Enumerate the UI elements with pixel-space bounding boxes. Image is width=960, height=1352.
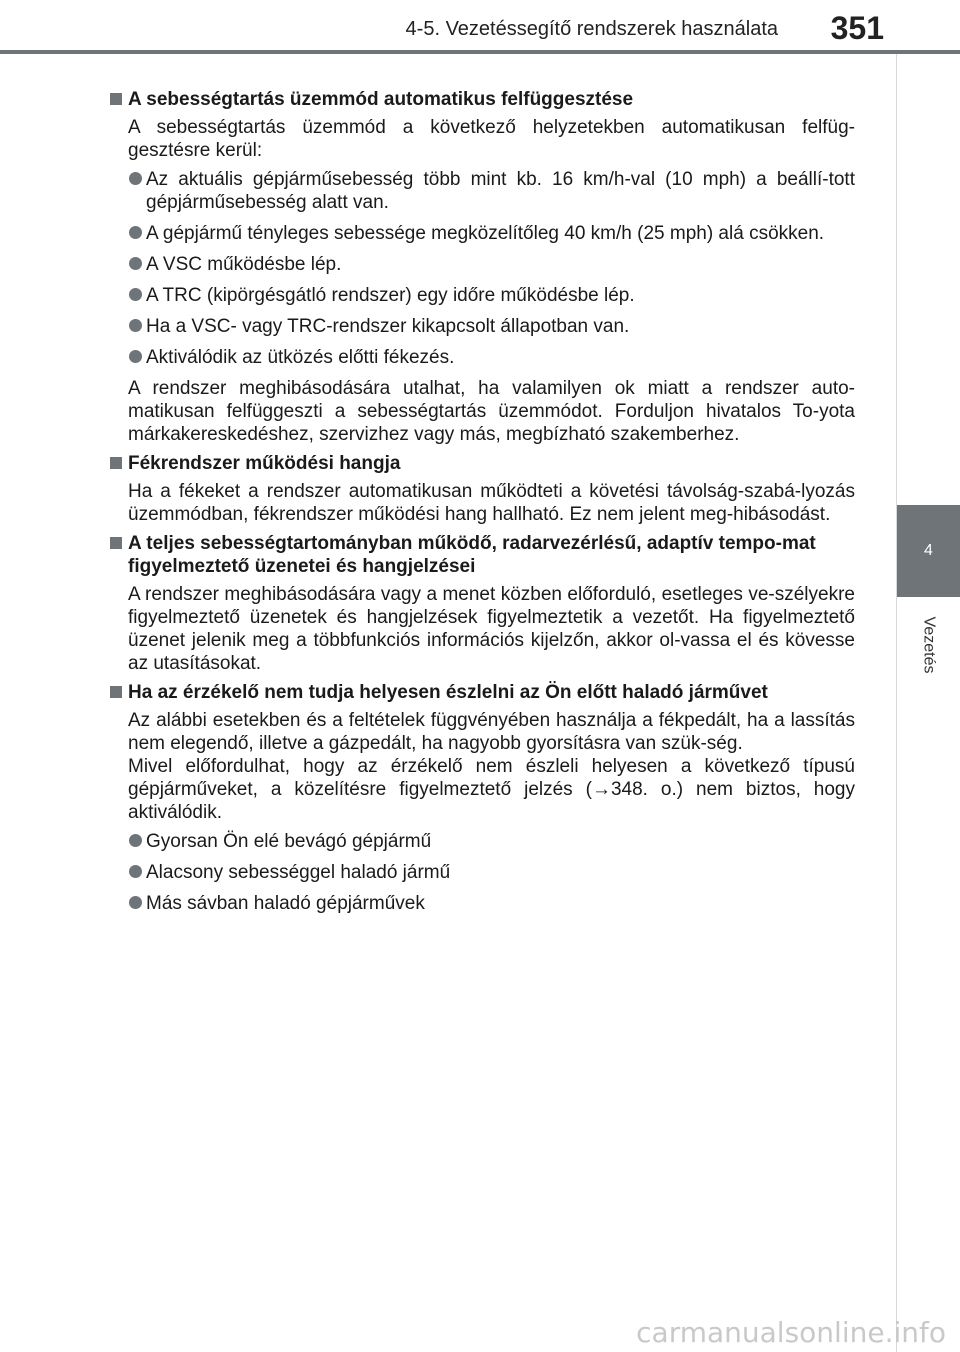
round-bullet-icon [129,319,142,332]
paragraph: Az alábbi esetekben és a feltételek függvényében használja a fékpedált, ha a lassítás nem elegendő, illetve a gázpedált, ha nagyobb gyorsításra van szük-ség. [128,710,855,754]
list-item-text: A TRC (kipörgésgátló rendszer) egy időre működésbe lép. [146,285,635,306]
paragraph: A sebességtartás üzemmód a következő helyzetekben automatikusan felfüg-gesztésre kerül: [128,117,855,161]
list-item [110,892,855,915]
list-item-text: A gépjármű tényleges sebessége megközelítőleg 40 km/h (25 mph) alá csökken. [146,223,825,244]
heading-text: A sebességtartás üzemmód automatikus felfüggesztése [128,89,634,110]
list-item [110,253,855,276]
round-bullet-icon [129,172,142,185]
side-stripe [896,54,960,1352]
list-item [110,284,855,307]
paragraph: A rendszer meghibásodására utalhat, ha valamilyen ok miatt a rendszer auto-matikusan felfüggeszti a sebességtartás üzemmódot. Forduljon hivatalos To-yota márkakereskedéshez, szervizhez vagy más, megbízható szakemberhez. [128,378,855,445]
square-bullet-icon [110,93,122,105]
chapter-tab [897,505,960,597]
page-content [110,88,855,923]
list-item [110,315,855,338]
section-brake-sound [110,452,855,526]
round-bullet-icon [129,257,142,270]
header-title: 4-5. Vezetéssegítő rendszerek használata [405,18,778,40]
heading-text: Fékrendszer működési hangja [128,453,401,474]
list-item [110,222,855,245]
square-bullet-icon [110,457,122,469]
page-number: 351 [830,10,884,46]
paragraph: Mivel előfordulhat, hogy az érzékelő nem észleli helyesen a következő típusú gépjárműveket, a közelítésre figyelmeztető jelzés (→348. o.) nem biztos, hogy aktiválódik. [128,756,855,823]
round-bullet-icon [129,834,142,847]
heading-text: A teljes sebességtartományban működő, radarvezérlésű, adaptív tempo-mat figyelmeztető üzenetei és hangjelzései [128,533,816,577]
chapter-label [897,600,960,690]
round-bullet-icon [129,350,142,363]
paragraph: A rendszer meghibásodására vagy a menet közben előforduló, esetleges ve-szélyekre figyelmeztető üzenetek és hangjelzések figyelmeztetik a vezetőt. Ha figyelmeztető üzenet jelenik meg a többfunkciós információs kijelzőn, akkor ol-vassa el és kövesse az utasításokat. [128,584,855,674]
round-bullet-icon [129,288,142,301]
square-bullet-icon [110,537,122,549]
list-item-text: Aktiválódik az ütközés előtti fékezés. [146,347,455,368]
round-bullet-icon [129,896,142,909]
list-item-text: Gyorsan Ön elé bevágó gépjármű [146,831,432,852]
round-bullet-icon [129,865,142,878]
section-sensor-detection [110,681,855,915]
list-item [110,861,855,884]
header-rule [0,50,960,54]
chapter-number: 4 [924,542,933,559]
list-item-text: Az aktuális gépjárműsebesség több mint kb. 16 km/h-val (10 mph) a beállí-tott gépjárműsebesség alatt van. [146,169,855,213]
list-item-text: A VSC működésbe lép. [146,254,342,275]
section-heading [110,88,855,111]
round-bullet-icon [129,226,142,239]
list-item-text: Alacsony sebességgel haladó jármű [146,862,451,883]
section-heading [110,452,855,475]
list-item [110,168,855,214]
heading-text: Ha az érzékelő nem tudja helyesen észlelni az Ön előtt haladó járművet [128,682,768,703]
list-item-text: Más sávban haladó gépjárművek [146,893,425,914]
paragraph: Ha a fékeket a rendszer automatikusan működteti a követési távolság-szabá-lyozás üzemmódban, fékrendszer működési hang hallható. Ez nem jelent meg-hibásodást. [128,481,855,525]
list-item [110,830,855,853]
chapter-label-text: Vezetés [920,616,938,674]
section-warnings [110,532,855,675]
list-item [110,346,855,369]
section-heading [110,532,855,578]
section-auto-suspend [110,88,855,446]
watermark: carmanualsonline.info [636,1316,946,1349]
section-heading [110,681,855,704]
list-item-text: Ha a VSC- vagy TRC-rendszer kikapcsolt állapotban van. [146,316,630,337]
square-bullet-icon [110,686,122,698]
